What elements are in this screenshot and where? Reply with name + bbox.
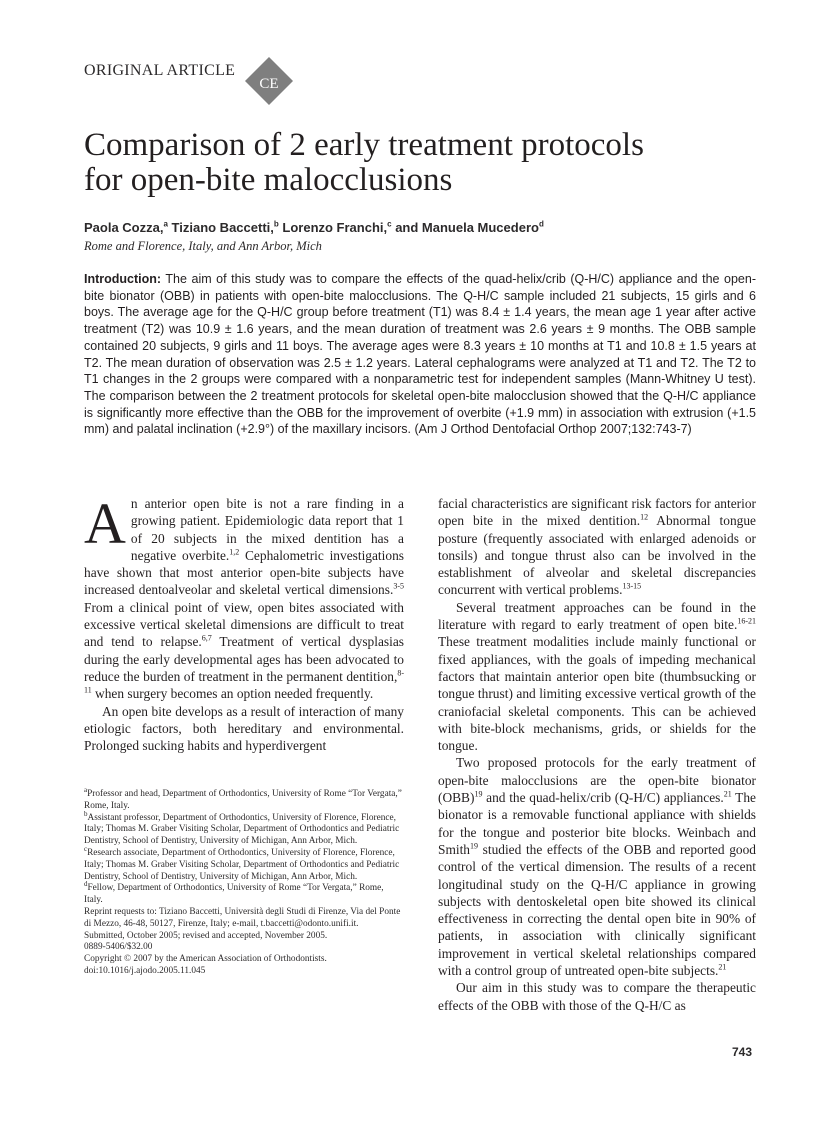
footnote-text: Assistant professor, Department of Orthodontics, University of Florence, Florence, Italy; Thomas M. Graber Visiting Scholar, Department of Orthodontics and Pediatric Dentistry, School of Dentistry, University of Michigan, Ann Arbor, Mich.: [84, 812, 400, 847]
text-run: Several treatment approaches can be found in the literature with regard to early treatment of open bite.: [438, 599, 756, 633]
page-number: 743: [732, 1045, 753, 1059]
body-paragraph: [84, 491, 404, 703]
doi: doi:10.1016/j.ajodo.2005.11.045: [84, 965, 206, 976]
author-sup: a: [163, 219, 168, 229]
author-locations: Rome and Florence, Italy, and Ann Arbor, Mich: [84, 239, 322, 253]
footnote-text: Research associate, Department of Orthodontics, University of Florence, Florence, Italy; Thomas M. Graber Visiting Scholar, Department of Orthodontics and Pediatric Dentistry, School of Dentistry, University of Michigan, Ann Arbor, Mich.: [84, 847, 400, 882]
drop-cap: A: [84, 491, 126, 556]
text-run: studied the effects of the OBB and reported good control of the vertical dimension. The results of a recent longitudinal study on the Q-H/C appliance in growing subjects with dentoskeletal open bite showed its clinical effectiveness in correcting the dental open bite in 90% of patients, in association with clinically significant improvement in vertical skeletal relationships compared with a control group of untreated open-bite subjects.: [438, 841, 756, 979]
author-sup: d: [538, 219, 544, 229]
text-run: Treatment of vertical dysplasias during the early developmental ages has been advocated to reduce the burden of treatment in the permanent dentition,: [84, 634, 404, 684]
text-run: An open bite develops as a result of interaction of many etiologic factors, both hereditary and environmental. Prolonged sucking habits and hyperdivergent: [84, 703, 404, 754]
rich-right-p4: [438, 980, 756, 1012]
citation-ref: 6,7: [201, 633, 212, 643]
footnotes: [84, 785, 404, 978]
citation-ref: 1,2: [229, 547, 240, 557]
text-run: The bionator is a removable functional appliance with shields for the tongue and posterior bite blocks. Weinbach and Smith: [438, 790, 756, 857]
ce-badge-text: CE: [259, 76, 279, 92]
submission-dates: Submitted, October 2005; revised and accepted, November 2005.: [84, 930, 328, 941]
citation-ref: 8-11: [84, 668, 404, 695]
rich-left-p1: [84, 491, 404, 702]
footnote-marker: d: [84, 880, 88, 889]
body-paragraph: [438, 754, 756, 979]
body-paragraph: [438, 495, 756, 599]
body-paragraph: [438, 979, 756, 1014]
author-sup: c: [387, 219, 392, 229]
footnote-text: Professor and head, Department of Orthodontics, University of Rome “Tor Vergata,” Rome, Italy.: [84, 789, 402, 811]
footnote-marker: b: [84, 809, 88, 818]
text-run: These treatment modalities include mainly functional or fixed appliances, with the goals of impeding mechanical factors that maintain anterior open bite (thumbsucking or tongue thrust) and limiting excessive vertical growth of the craniofacial skeletal components. This can be achieved with bite-block mechanisms, grids, or shields for the tongue.: [438, 634, 756, 754]
rich-right-p1: [438, 496, 756, 597]
citation-ref: 3-5: [393, 582, 404, 592]
rich-right-p3: [438, 755, 756, 978]
body-column-left: [84, 491, 404, 754]
citation-ref: 21: [723, 789, 732, 799]
citation-ref: 12: [640, 512, 649, 522]
footnote-d: [84, 880, 404, 907]
footnote-marker: a: [84, 785, 88, 794]
author-list: [84, 220, 544, 235]
text-run: Abnormal tongue posture (frequently associated with enlarged adenoids or tonsils) and tongue thrust also can be involved in the establishment of alveolar and skeletal discrepancies concurrent with vertical problems.: [438, 513, 757, 598]
article-title: [84, 128, 764, 198]
author-name: Lorenzo Franchi,: [278, 220, 388, 235]
text-run: n anterior open bite is not a rare finding in a growing patient. Epidemiologic data report that 1 of 20 subjects in the mixed dentition has a negative overbite.: [130, 496, 404, 563]
body-paragraph: [438, 599, 756, 755]
footnote-text: Fellow, Department of Orthodontics, University of Rome “Tor Vergata,” Rome, Italy.: [84, 883, 384, 906]
copyright: Copyright © 2007 by the American Association of Orthodontists.: [84, 954, 327, 965]
footnote-a: [84, 785, 404, 813]
author-sup: b: [273, 219, 279, 229]
section-label: ORIGINAL ARTICLE: [84, 62, 236, 79]
title-line-1: Comparison of 2 early treatment protocols: [84, 127, 644, 163]
text-run: From a clinical point of view, open bites associated with excessive vertical skeletal dimensions are difficult to treat and tend to relapse.: [84, 599, 404, 650]
ce-badge-icon: [244, 56, 294, 106]
body-paragraph: [84, 703, 404, 755]
rich-right-p2: [438, 600, 756, 753]
citation-ref: 13-15: [622, 582, 642, 592]
text-run: Two proposed protocols for the early treatment of open-bite malocclusions are the open-bite bionator (OBB): [438, 755, 756, 806]
abstract-label: Introduction:: [84, 272, 162, 286]
citation-ref: 19: [470, 841, 478, 851]
text-run: Our aim in this study was to compare the therapeutic effects of the OBB with those of the Q-H/C as: [438, 980, 756, 1013]
issn: 0889-5406/$32.00: [84, 942, 153, 953]
reprint-requests: Reprint requests to: Tiziano Baccetti, Università degli Studi di Firenze, Via del Ponte di Mezzo, 46-48, 50127, Firenze, Italy; e-mail, t.baccetti@odonto.unifi.it.: [84, 906, 401, 929]
author-name: Tiziano Baccetti,: [167, 220, 274, 235]
footnote-marker: c: [84, 844, 88, 853]
text-run: when surgery becomes an option needed frequently.: [91, 686, 374, 702]
footnote-b: [84, 809, 404, 848]
text-run: facial characteristics are significant risk factors for anterior open bite in the mixed dentition.: [438, 496, 756, 529]
text-run: Cephalometric investigations have shown that most anterior open-bite subjects have increased dentoalveolar and skeletal vertical dimensions.: [84, 547, 404, 598]
rich-left-p2: [84, 704, 404, 754]
body-column-right: [438, 495, 756, 1014]
abstract-text: The aim of this study was to compare the effects of the quad-helix/crib (Q-H/C) appliance and the open-bite bionator (OBB) in patients with open-bite malocclusions. The Q-H/C sample included 21 subjects, 15 girls and 6 boys. The average age for the Q-H/C group before treatment (T1) was 8.4 ± 1.4 years, the mean age 1 year after active treatment (T2) was 10.9 ± 1.6 years, and the mean duration of treatment was 2.6 years ± 9 months. The OBB sample contained 20 subjects, 9 girls and 11 boys. The average ages were 8.3 years ± 10 months at T1 and 10.8 ± 1.5 years at T2. The mean duration of observation was 2.5 ± 1.2 years. Lateral cephalograms were analyzed at T1 and T2. The T2 to T1 changes in the 2 groups were compared with a nonparametric test for independent samples (Mann-Whitney U test). The comparison between the 2 treatment protocols for skeletal open-bite malocclusion showed that the Q-H/C appliance is significantly more effective than the OBB for the improvement of overbite (+1.9 mm) in association with extrusion (+1.5 mm) and palatal inclination (+2.9°) of the maxillary incisors. (Am J Orthod Dentofacial Orthop 2007;132:743-7): [84, 272, 756, 437]
title-line-2: for open-bite malocclusions: [84, 162, 453, 198]
abstract: [84, 271, 756, 438]
citation-ref: 16-21: [737, 616, 756, 626]
citation-ref: 19: [474, 789, 483, 799]
text-run: and the quad-helix/crib (Q-H/C) appliances.: [482, 790, 724, 806]
footnote-c: [84, 844, 404, 883]
author-name: Paola Cozza,: [84, 220, 164, 235]
citation-ref: 21: [718, 962, 727, 972]
author-name: and Manuela Mucedero: [391, 220, 539, 235]
